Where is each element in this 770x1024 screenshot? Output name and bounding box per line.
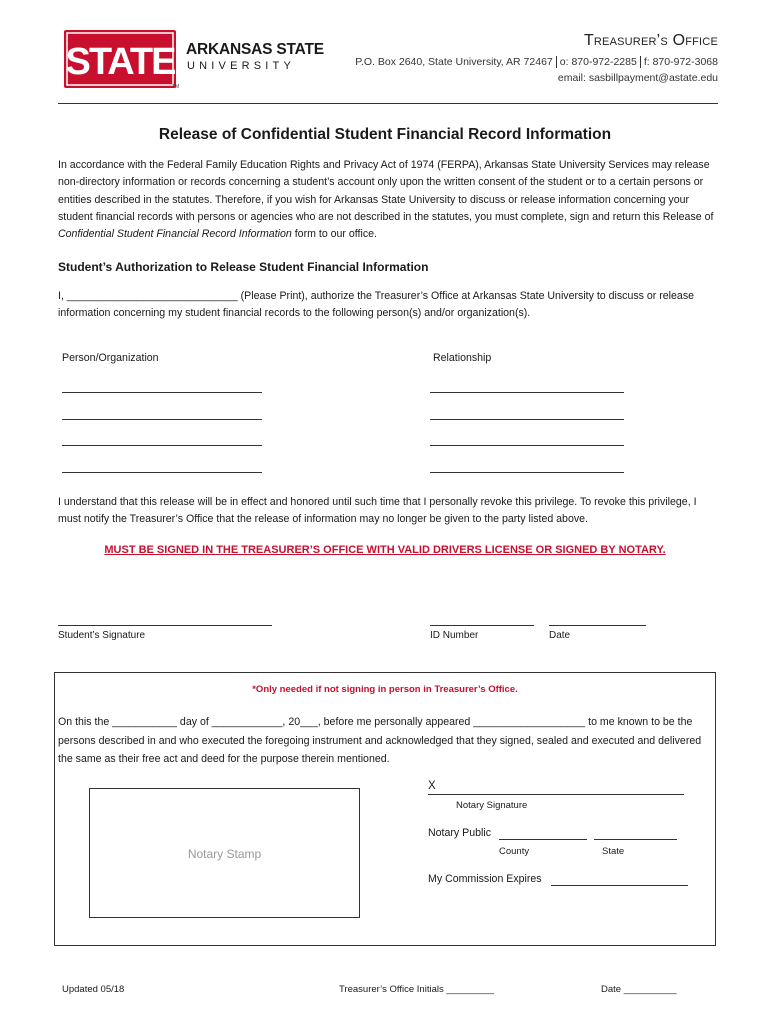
intro-form-name: Confidential Student Financial Record Information: [58, 228, 292, 241]
signing-requirement-warning: MUST BE SIGNED IN THE TREASURER’S OFFICE WITH VALID DRIVERS LICENSE OR SIGNED BY NOTARY.: [104, 544, 666, 556]
commission-expires-label: My Commission Expires: [428, 873, 542, 885]
authorization-heading: Student’s Authorization to Release Student Financial Information: [58, 260, 429, 274]
header-divider: [58, 103, 718, 104]
person-field-3[interactable]: [62, 445, 262, 446]
office-initials: Treasurer’s Office Initials _________: [339, 984, 494, 995]
address: P.O. Box 2640, State University, AR 72467: [355, 56, 553, 68]
contact-line: [355, 56, 718, 68]
id-number-label: ID Number: [430, 630, 479, 641]
intro-text: In accordance with the Federal Family Education Rights and Privacy Act of 1974 (FERPA), Arkansas State University Services may release non-directory information or records concerning a student’s account only upon the written consent of the student or to a certain persons or entities described in the statutes. Therefore, if you wish for Arkansas State University to discuss or release information concerning your student financial records with persons or agencies who are not described in the statutes, you must complete, sign and return this Release of: [58, 159, 714, 223]
state-label: State: [602, 846, 625, 857]
commission-expires-field[interactable]: [551, 885, 688, 886]
logo-university-label: UNIVERSITY: [187, 60, 296, 72]
state-field[interactable]: [594, 839, 677, 840]
relationship-field-2[interactable]: [430, 419, 624, 420]
notary-note: *Only needed if not signing in person in Treasurer’s Office.: [252, 684, 518, 695]
phone: o: 870-972-2285: [559, 56, 637, 68]
person-field-4[interactable]: [62, 472, 262, 473]
student-signature-field[interactable]: [58, 625, 272, 626]
logo-trademark: TM: [172, 84, 180, 90]
intro-text-end: form to our office.: [291, 228, 377, 241]
person-column-label: Person/Organization: [62, 352, 159, 364]
footer-date: Date __________: [601, 984, 677, 995]
person-field-2[interactable]: [62, 419, 262, 420]
logo-university-name: ARKANSAS STATE: [186, 41, 324, 58]
notary-signature-label: Notary Signature: [456, 800, 528, 811]
relationship-field-4[interactable]: [430, 472, 624, 473]
notary-x-mark: X: [428, 780, 436, 792]
notary-signature-field[interactable]: [428, 794, 684, 795]
id-number-field[interactable]: [430, 625, 534, 626]
separator: [640, 56, 641, 68]
document-title: Release of Confidential Student Financial Record Information: [158, 126, 612, 143]
updated-date: Updated 05/18: [62, 984, 125, 995]
person-field-1[interactable]: [62, 392, 262, 393]
office-title: Treasurer’s Office: [583, 32, 718, 49]
relationship-field-1[interactable]: [430, 392, 624, 393]
county-label: County: [499, 846, 530, 857]
logo-wordmark: STATE: [65, 41, 175, 83]
student-signature-label: Student’s Signature: [58, 630, 146, 641]
date-field[interactable]: [549, 625, 646, 626]
county-field[interactable]: [499, 839, 587, 840]
separator: [556, 56, 557, 68]
relationship-column-label: Relationship: [433, 352, 492, 364]
authorization-statement: I, _____________________________ (Please Print), authorize the Treasurer’s Office at Arkansas State University to discuss or release information concerning my student financial records to the following person(s) and/or organization(s).: [58, 290, 695, 320]
fax: f: 870-972-3068: [643, 56, 718, 68]
notary-public-label: Notary Public: [428, 827, 491, 839]
email: email: sasbillpayment@astate.edu: [557, 72, 718, 84]
intro-paragraph: [58, 157, 718, 243]
arkansas-state-logo: [64, 30, 176, 88]
notary-statement: On this the ___________ day of ____________, 20___, before me personally appeared ___________________ to me known to be the persons described in and who executed the foregoing instrument and acknowledged that they signed, sealed and executed and delivered the same as their free act and deed for the purpose therein mentioned.: [58, 716, 702, 765]
date-label: Date: [549, 630, 571, 641]
relationship-field-3[interactable]: [430, 445, 624, 446]
notary-stamp-label: Notary Stamp: [187, 847, 262, 861]
understanding-paragraph: I understand that this release will be in effect and honored until such time that I personally revoke this privilege. To revoke this privilege, I must notify the Treasurer’s Office that the release of information may no longer be given to the party listed above.: [58, 496, 697, 526]
